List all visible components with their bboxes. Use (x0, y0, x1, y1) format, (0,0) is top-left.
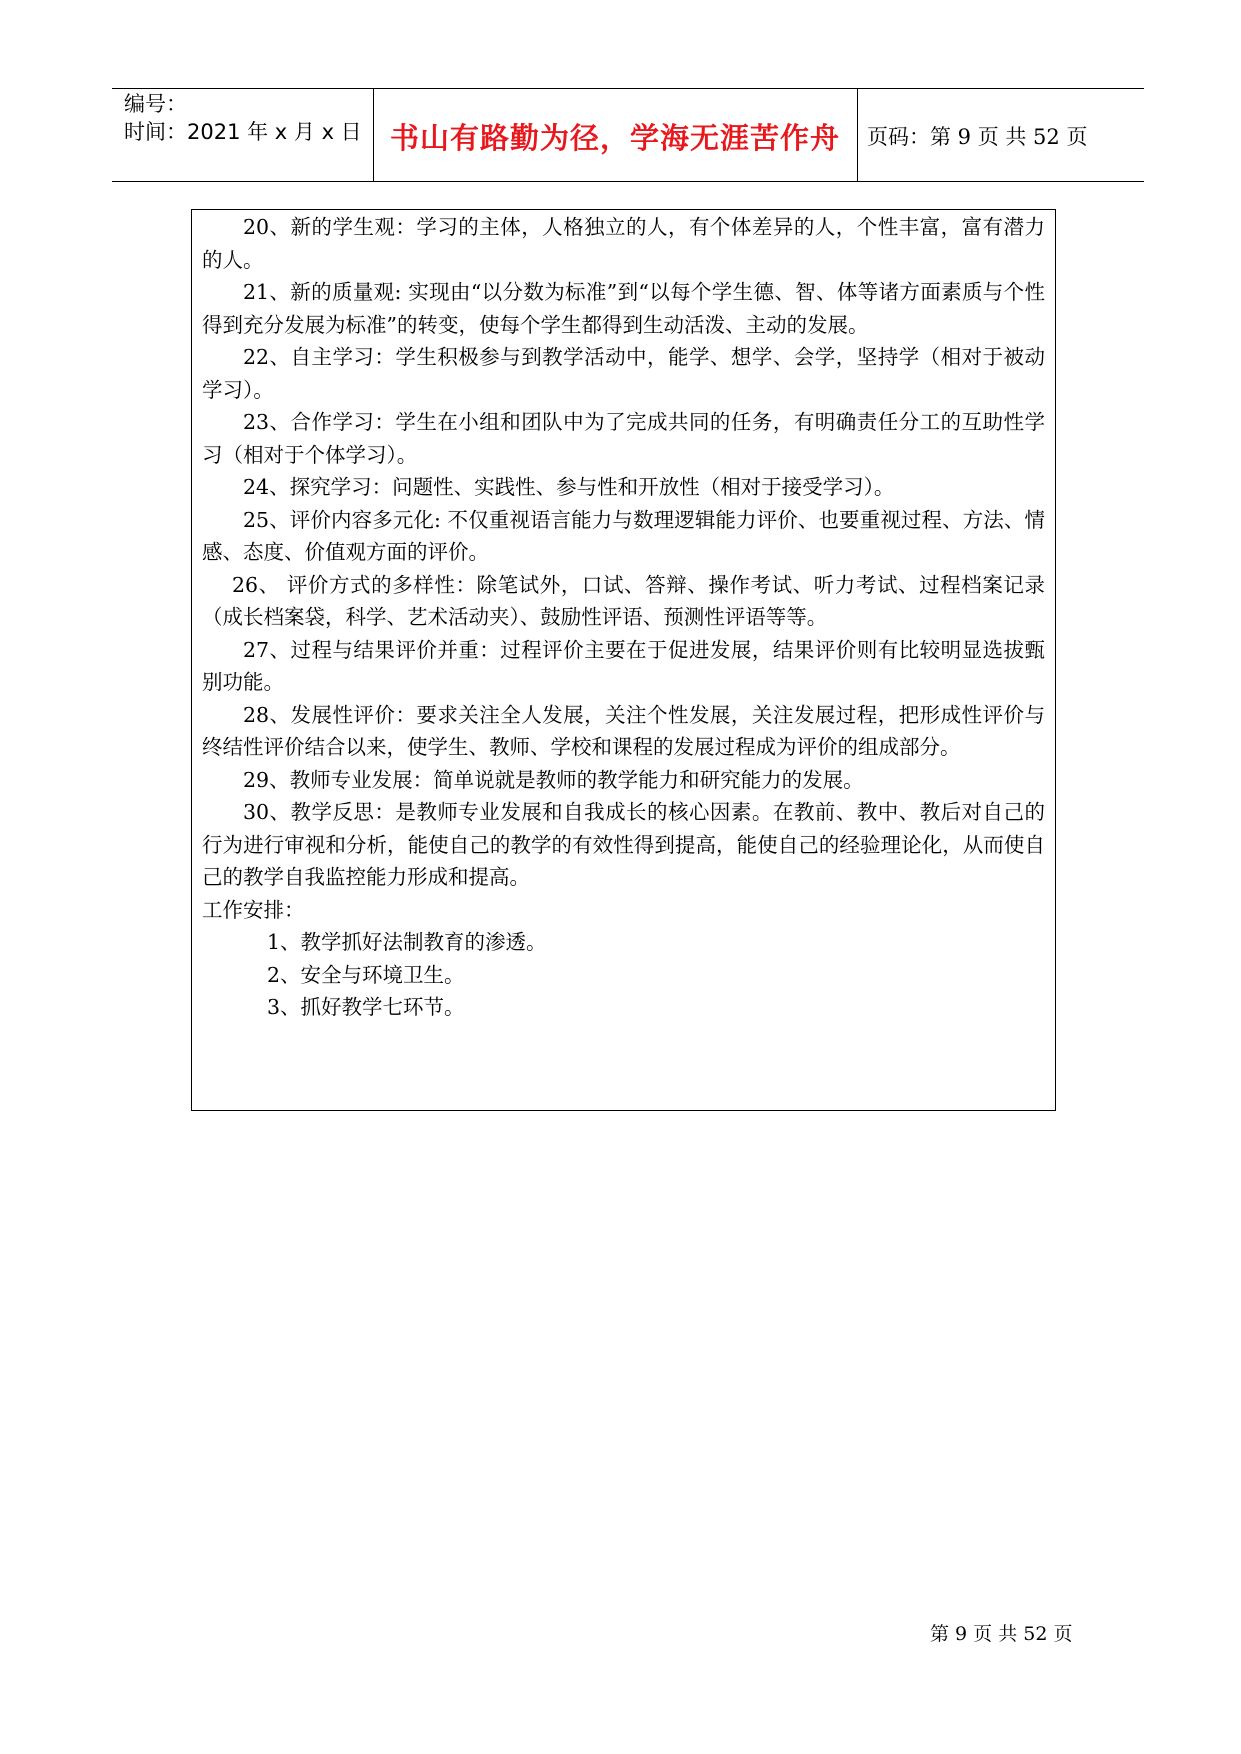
task-2: 2、安全与环境卫生。 (267, 962, 465, 987)
item-30: 30、教学反思：是教师专业发展和自我成长的核心因素。在教前、教中、教后对自己的行为进行审视和分析，能使自己的教学的有效性得到提高，能使自己的经验理论化，从而使自己的教学自我监控能力形成和提高。 (202, 800, 1045, 889)
task-1: 1、教学抓好法制教育的渗透。 (267, 930, 547, 954)
header-top-border (112, 88, 1144, 89)
item-25: 25、评价内容多元化: 不仅重视语言能力与数理逻辑能力评价、也要重视过程、方法、情感、态度、价值观方面的评价。 (202, 507, 1045, 564)
content-box (191, 209, 1056, 1111)
header-divider-right (857, 88, 858, 182)
header-motto: 书山有路勤为径，学海无涯苦作舟 (389, 121, 840, 155)
header-bottom-border (112, 181, 1144, 182)
item-26: 26、 评价方式的多样性：除笔试外，口试、答辩、操作考试、听力考试、过程档案记录（成长档案袋，科学、艺术活动夹）、鼓励性评语、预测性评语等等。 (202, 572, 1045, 629)
item-20: 20、新的学生观：学习的主体，人格独立的人，有个体差异的人，个性丰富，富有潜力的人。 (202, 215, 1045, 272)
footer-page-number: 第 9 页 共 52 页 (930, 1623, 1073, 1645)
item-27: 27、过程与结果评价并重：过程评价主要在于促进发展，结果评价则有比较明显选拔甄别功能。 (202, 637, 1045, 694)
date-label: 时间：2021 年 x 月 x 日 (124, 120, 362, 144)
header-meta (124, 90, 362, 146)
item-28: 28、发展性评价：要求关注全人发展，关注个性发展，关注发展过程，把形成性评价与终结性评价结合以来，使学生、教师、学校和课程的发展过程成为评价的组成部分。 (202, 702, 1045, 759)
header-page-info: 页码：第 9 页 共 52 页 (867, 125, 1088, 149)
serial-number-label: 编号： (124, 92, 187, 116)
content-text (202, 211, 1045, 1024)
task-3: 3、抓好教学七环节。 (267, 995, 465, 1019)
item-29: 29、教师专业发展：简单说就是教师的教学能力和研究能力的发展。 (243, 767, 864, 792)
item-22: 22、自主学习：学生积极参与到教学活动中，能学、想学、会学，坚持学（相对于被动学习）。 (202, 345, 1045, 402)
item-23: 23、合作学习：学生在小组和团队中为了完成共同的任务，有明确责任分工的互助性学习（相对于个体学习）。 (202, 410, 1045, 467)
item-21: 21、新的质量观: 实现由“以分数为标准”到“以每个学生德、智、体等诸方面素质与个性得到充分发展为标准”的转变，使每个学生都得到生动活泼、主动的发展。 (202, 280, 1045, 337)
work-arrangement-heading: 工作安排： (202, 897, 305, 922)
item-24: 24、探究学习：问题性、实践性、参与性和开放性（相对于接受学习）。 (243, 475, 895, 499)
